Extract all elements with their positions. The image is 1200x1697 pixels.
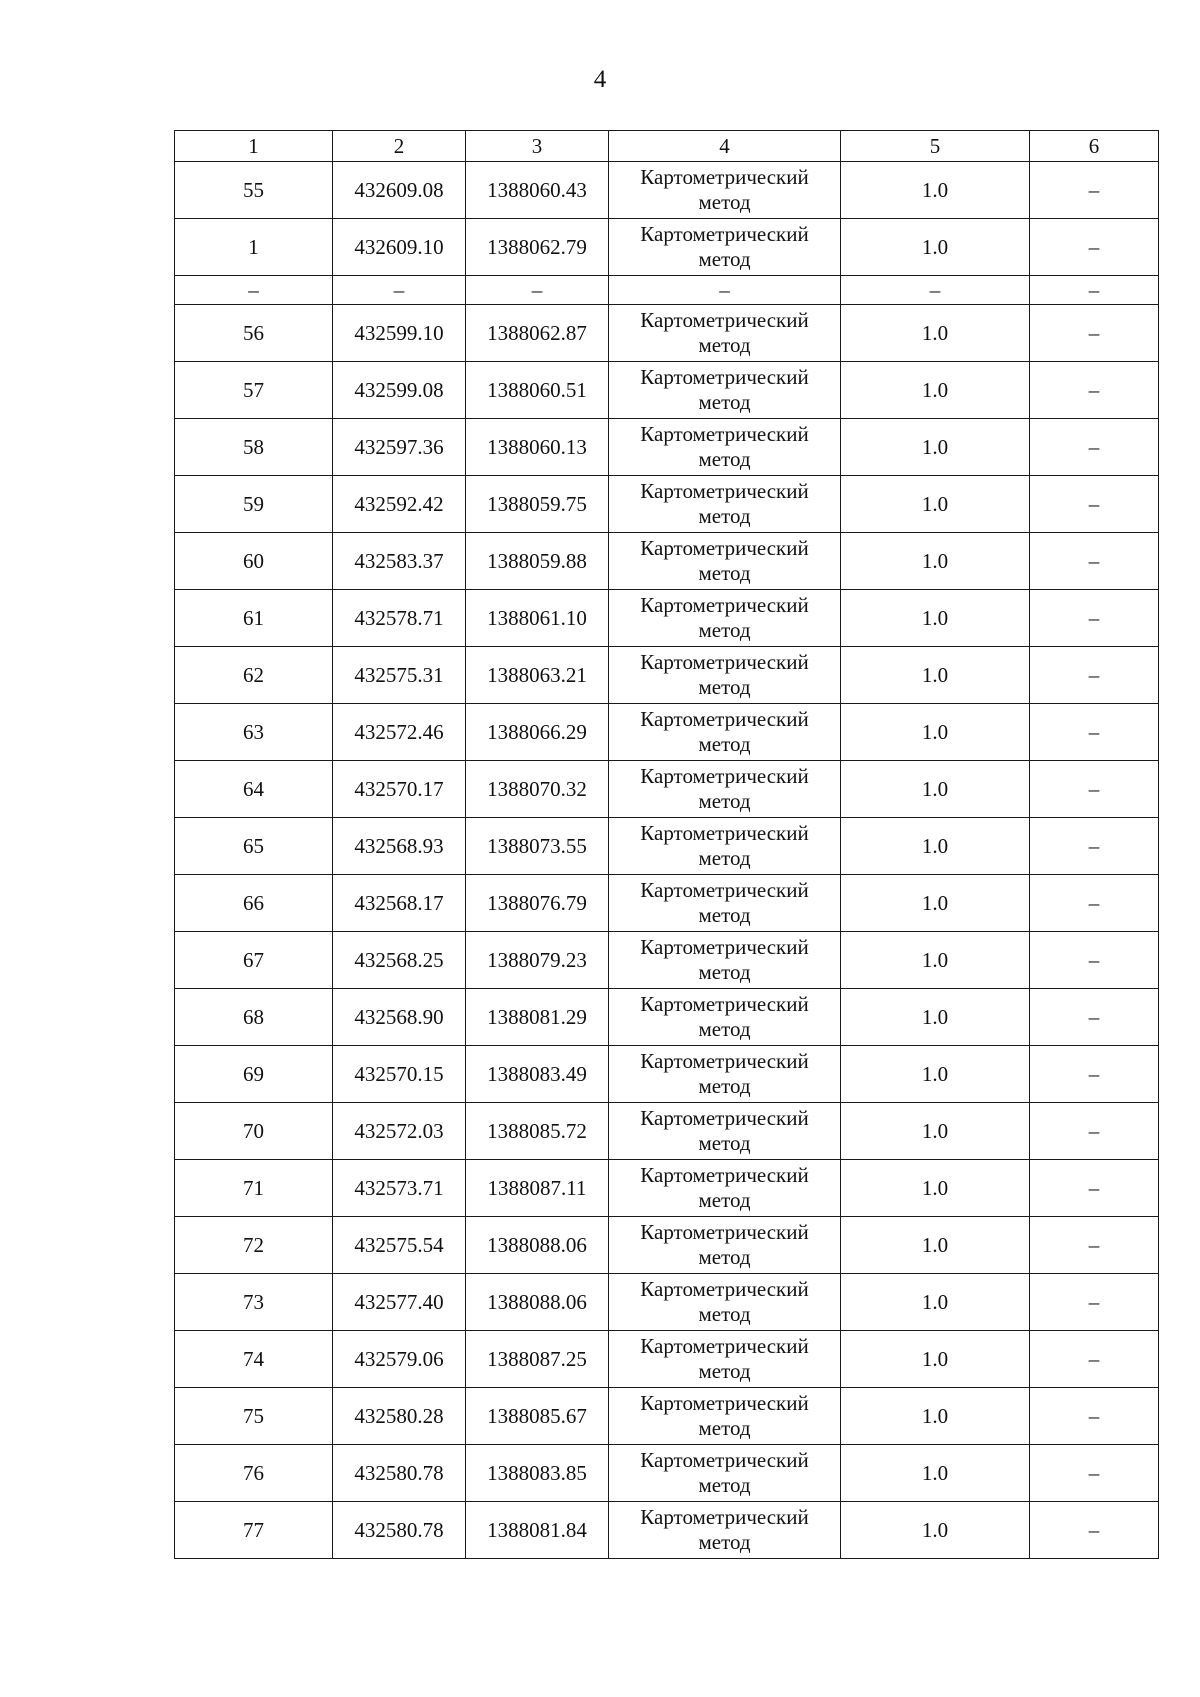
x-coordinate-cell: 432572.03 [333,1103,466,1160]
note-cell: – [1030,162,1159,219]
table-row [175,647,1159,704]
method-line: метод [698,1359,751,1383]
y-coordinate-cell: 1388083.49 [466,1046,609,1103]
y-coordinate-cell: 1388087.11 [466,1160,609,1217]
column-header: 4 [609,131,841,162]
accuracy-cell: 1.0 [841,590,1030,647]
method-cell [609,1103,841,1160]
method-cell [609,1502,841,1559]
table-row [175,219,1159,276]
point-number-cell: 74 [175,1331,333,1388]
y-coordinate-cell: 1388062.79 [466,219,609,276]
method-line: Картометрический [640,821,809,845]
x-coordinate-cell: 432568.90 [333,989,466,1046]
method-line: метод [698,675,751,699]
x-coordinate-cell: 432570.15 [333,1046,466,1103]
point-number-cell: 62 [175,647,333,704]
note-cell: – [1030,1046,1159,1103]
x-coordinate-cell: 432580.78 [333,1445,466,1502]
column-header: 2 [333,131,466,162]
note-cell: – [1030,1160,1159,1217]
note-cell: – [1030,1388,1159,1445]
point-number-cell: 55 [175,162,333,219]
accuracy-cell: 1.0 [841,305,1030,362]
x-coordinate-cell: 432592.42 [333,476,466,533]
accuracy-cell: 1.0 [841,362,1030,419]
point-number-cell: 65 [175,818,333,875]
method-line: Картометрический [640,1220,809,1244]
point-number-cell: 77 [175,1502,333,1559]
method-line: Картометрический [640,878,809,902]
method-line: Картометрический [640,479,809,503]
note-cell: – [1030,989,1159,1046]
note-cell: – [1030,1331,1159,1388]
x-coordinate-cell: 432575.54 [333,1217,466,1274]
y-coordinate-cell: 1388060.51 [466,362,609,419]
point-number-cell: 61 [175,590,333,647]
method-line: метод [698,1302,751,1326]
x-coordinate-cell: 432579.06 [333,1331,466,1388]
column-header: 6 [1030,131,1159,162]
x-coordinate-cell: – [333,276,466,305]
x-coordinate-cell: 432597.36 [333,419,466,476]
point-number-cell: 72 [175,1217,333,1274]
table-row [175,476,1159,533]
point-number-cell: 75 [175,1388,333,1445]
method-line: Картометрический [640,1163,809,1187]
method-cell [609,875,841,932]
accuracy-cell: 1.0 [841,533,1030,590]
y-coordinate-cell: 1388073.55 [466,818,609,875]
x-coordinate-cell: 432568.17 [333,875,466,932]
note-cell: – [1030,362,1159,419]
x-coordinate-cell: 432575.31 [333,647,466,704]
y-coordinate-cell: 1388070.32 [466,761,609,818]
x-coordinate-cell: 432578.71 [333,590,466,647]
x-coordinate-cell: 432568.93 [333,818,466,875]
method-line: метод [698,447,751,471]
column-header: 1 [175,131,333,162]
method-cell [609,932,841,989]
point-number-cell: 59 [175,476,333,533]
table-row [175,590,1159,647]
point-number-cell: 68 [175,989,333,1046]
table-row [175,932,1159,989]
accuracy-cell: 1.0 [841,219,1030,276]
table-row [175,1331,1159,1388]
method-cell [609,533,841,590]
method-cell [609,362,841,419]
column-header: 5 [841,131,1030,162]
x-coordinate-cell: 432580.78 [333,1502,466,1559]
accuracy-cell: 1.0 [841,1388,1030,1445]
accuracy-cell: 1.0 [841,875,1030,932]
note-cell: – [1030,305,1159,362]
accuracy-cell: 1.0 [841,1274,1030,1331]
table-row [175,419,1159,476]
method-line: Картометрический [640,422,809,446]
point-number-cell: 71 [175,1160,333,1217]
x-coordinate-cell: 432609.08 [333,162,466,219]
y-coordinate-cell: 1388087.25 [466,1331,609,1388]
y-coordinate-cell: 1388083.85 [466,1445,609,1502]
method-line: метод [698,846,751,870]
x-coordinate-cell: 432580.28 [333,1388,466,1445]
method-line: Картометрический [640,1106,809,1130]
x-coordinate-cell: 432599.08 [333,362,466,419]
method-line: метод [698,1188,751,1212]
accuracy-cell: 1.0 [841,704,1030,761]
method-cell: – [609,276,841,305]
method-line: метод [698,1473,751,1497]
table-row [175,1217,1159,1274]
y-coordinate-cell: 1388059.75 [466,476,609,533]
coordinates-table [174,130,1159,1559]
method-line: Картометрический [640,1505,809,1529]
y-coordinate-cell: 1388076.79 [466,875,609,932]
table-row [175,1046,1159,1103]
y-coordinate-cell: 1388088.06 [466,1217,609,1274]
method-line: Картометрический [640,1391,809,1415]
method-cell [609,1445,841,1502]
accuracy-cell: 1.0 [841,419,1030,476]
method-line: метод [698,390,751,414]
y-coordinate-cell: 1388081.84 [466,1502,609,1559]
y-coordinate-cell: 1388060.13 [466,419,609,476]
method-line: Картометрический [640,650,809,674]
method-cell [609,1331,841,1388]
accuracy-cell: 1.0 [841,761,1030,818]
method-cell [609,419,841,476]
method-line: метод [698,1131,751,1155]
method-cell [609,989,841,1046]
x-coordinate-cell: 432583.37 [333,533,466,590]
note-cell: – [1030,875,1159,932]
y-coordinate-cell: 1388062.87 [466,305,609,362]
table-row [175,875,1159,932]
accuracy-cell: 1.0 [841,1217,1030,1274]
note-cell: – [1030,276,1159,305]
table-row [175,1103,1159,1160]
method-cell [609,219,841,276]
accuracy-cell: 1.0 [841,1046,1030,1103]
method-cell [609,305,841,362]
x-coordinate-cell: 432577.40 [333,1274,466,1331]
x-coordinate-cell: 432609.10 [333,219,466,276]
table-row [175,1160,1159,1217]
point-number-cell: 60 [175,533,333,590]
accuracy-cell: 1.0 [841,1103,1030,1160]
x-coordinate-cell: 432570.17 [333,761,466,818]
point-number-cell: 1 [175,219,333,276]
x-coordinate-cell: 432568.25 [333,932,466,989]
method-cell [609,647,841,704]
method-line: Картометрический [640,365,809,389]
note-cell: – [1030,590,1159,647]
y-coordinate-cell: 1388079.23 [466,932,609,989]
table-row [175,1445,1159,1502]
method-line: метод [698,247,751,271]
point-number-cell: 56 [175,305,333,362]
point-number-cell: 58 [175,419,333,476]
page-number: 4 [593,66,607,93]
note-cell: – [1030,1217,1159,1274]
method-line: Картометрический [640,935,809,959]
accuracy-cell: 1.0 [841,647,1030,704]
method-cell [609,1160,841,1217]
accuracy-cell: 1.0 [841,476,1030,533]
table-row [175,362,1159,419]
method-line: Картометрический [640,1448,809,1472]
note-cell: – [1030,419,1159,476]
y-coordinate-cell: 1388060.43 [466,162,609,219]
separator-row [175,276,1159,305]
accuracy-cell: 1.0 [841,1445,1030,1502]
accuracy-cell: 1.0 [841,932,1030,989]
point-number-cell: 57 [175,362,333,419]
note-cell: – [1030,533,1159,590]
method-cell [609,1274,841,1331]
note-cell: – [1030,1445,1159,1502]
point-number-cell: – [175,276,333,305]
method-line: Картометрический [640,1277,809,1301]
method-line: метод [698,618,751,642]
method-line: метод [698,1245,751,1269]
accuracy-cell: 1.0 [841,1502,1030,1559]
y-coordinate-cell: 1388066.29 [466,704,609,761]
method-line: метод [698,1530,751,1554]
x-coordinate-cell: 432573.71 [333,1160,466,1217]
method-line: метод [698,1074,751,1098]
method-line: метод [698,960,751,984]
point-number-cell: 63 [175,704,333,761]
method-cell [609,1388,841,1445]
accuracy-cell: 1.0 [841,818,1030,875]
point-number-cell: 76 [175,1445,333,1502]
y-coordinate-cell: 1388063.21 [466,647,609,704]
method-line: Картометрический [640,536,809,560]
method-line: метод [698,333,751,357]
accuracy-cell: – [841,276,1030,305]
method-cell [609,1046,841,1103]
column-header: 3 [466,131,609,162]
table-row [175,1502,1159,1559]
note-cell: – [1030,476,1159,533]
method-cell [609,162,841,219]
method-cell [609,818,841,875]
method-line: метод [698,903,751,927]
table-row [175,305,1159,362]
note-cell: – [1030,1274,1159,1331]
note-cell: – [1030,932,1159,989]
method-line: Картометрический [640,165,809,189]
method-line: метод [698,190,751,214]
note-cell: – [1030,1103,1159,1160]
method-line: метод [698,789,751,813]
method-cell [609,704,841,761]
table-row [175,704,1159,761]
y-coordinate-cell: 1388085.67 [466,1388,609,1445]
point-number-cell: 64 [175,761,333,818]
method-line: Картометрический [640,707,809,731]
x-coordinate-cell: 432599.10 [333,305,466,362]
point-number-cell: 67 [175,932,333,989]
point-number-cell: 73 [175,1274,333,1331]
method-cell [609,1217,841,1274]
accuracy-cell: 1.0 [841,1160,1030,1217]
y-coordinate-cell: 1388081.29 [466,989,609,1046]
y-coordinate-cell: 1388088.06 [466,1274,609,1331]
note-cell: – [1030,1502,1159,1559]
method-cell [609,761,841,818]
method-line: метод [698,732,751,756]
method-line: метод [698,1017,751,1041]
table-row [175,989,1159,1046]
method-cell [609,476,841,533]
method-line: Картометрический [640,222,809,246]
note-cell: – [1030,219,1159,276]
accuracy-cell: 1.0 [841,989,1030,1046]
method-line: Картометрический [640,1334,809,1358]
x-coordinate-cell: 432572.46 [333,704,466,761]
table-row [175,1274,1159,1331]
method-line: метод [698,1416,751,1440]
method-line: Картометрический [640,764,809,788]
method-line: Картометрический [640,992,809,1016]
note-cell: – [1030,761,1159,818]
table-row [175,533,1159,590]
table-row [175,162,1159,219]
accuracy-cell: 1.0 [841,162,1030,219]
y-coordinate-cell: – [466,276,609,305]
y-coordinate-cell: 1388059.88 [466,533,609,590]
table-header-row [175,131,1159,162]
note-cell: – [1030,647,1159,704]
point-number-cell: 70 [175,1103,333,1160]
note-cell: – [1030,704,1159,761]
method-cell [609,590,841,647]
table-body [175,131,1159,1559]
method-line: Картометрический [640,308,809,332]
table-row [175,761,1159,818]
method-line: метод [698,504,751,528]
table-row [175,1388,1159,1445]
note-cell: – [1030,818,1159,875]
method-line: метод [698,561,751,585]
method-line: Картометрический [640,1049,809,1073]
y-coordinate-cell: 1388061.10 [466,590,609,647]
accuracy-cell: 1.0 [841,1331,1030,1388]
y-coordinate-cell: 1388085.72 [466,1103,609,1160]
table-row [175,818,1159,875]
point-number-cell: 69 [175,1046,333,1103]
method-line: Картометрический [640,593,809,617]
point-number-cell: 66 [175,875,333,932]
